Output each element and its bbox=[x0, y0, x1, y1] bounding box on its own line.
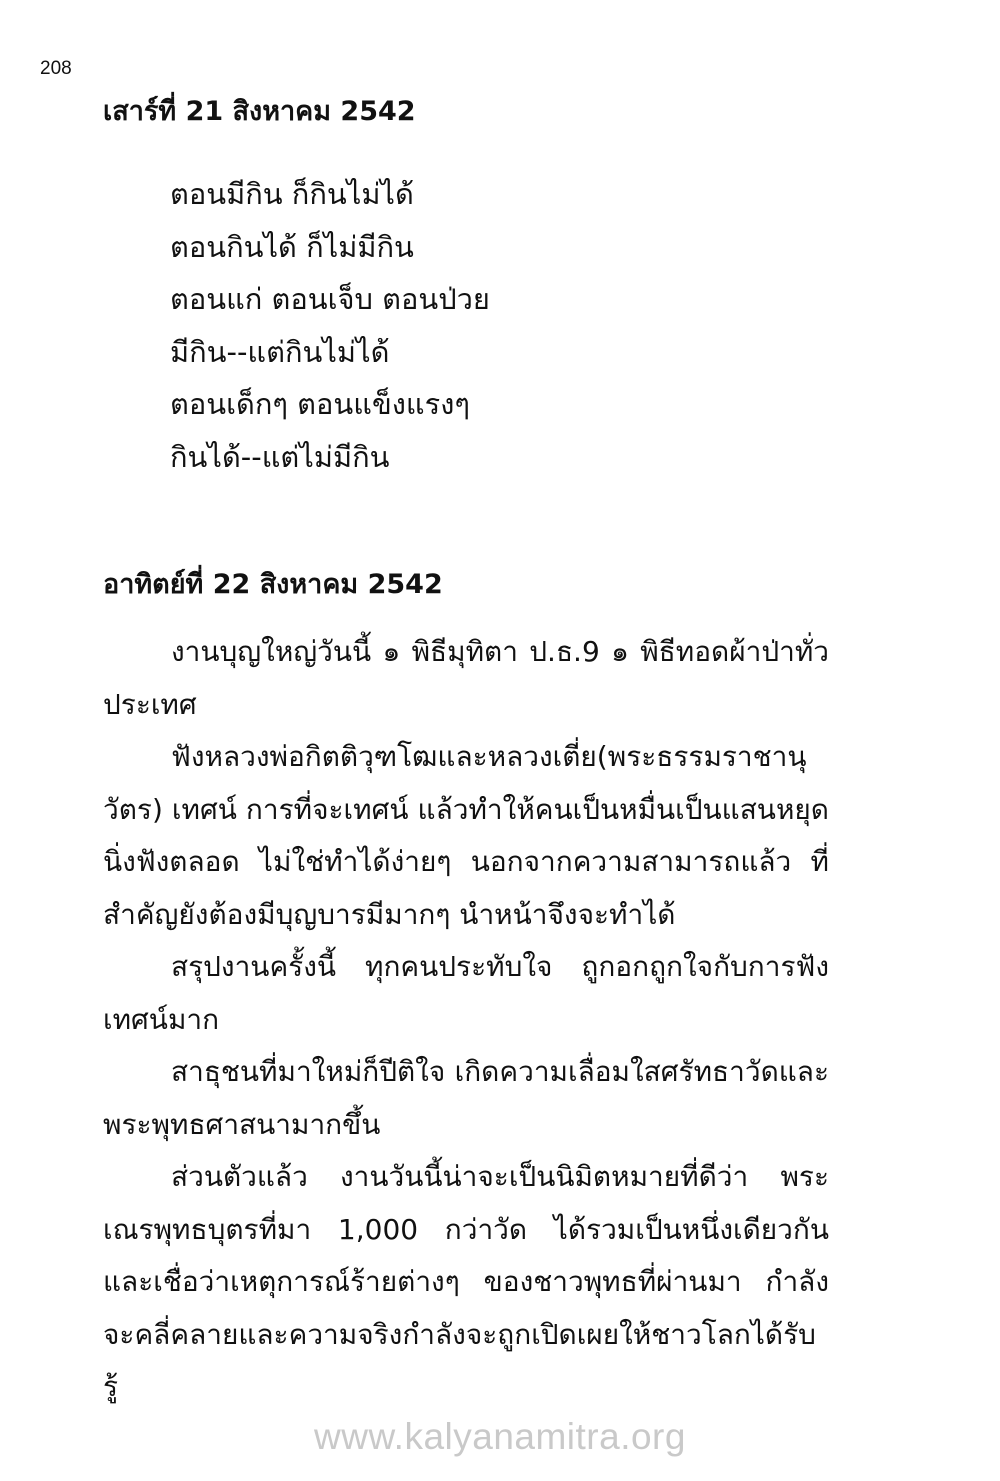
entry-body bbox=[103, 626, 829, 1414]
paragraph: ส่วนตัวแล้ว งานวันนี้น่าจะเป็นนิมิตหมายที่ดีว่า พระเณรพุทธบุตรที่มา 1,000 กว่าวัด ได้รวมเป็นหนึ่งเดียวกัน และเชื่อว่าเหตุการณ์ร้ายต่างๆ ของชาวพุทธที่ผ่านมา กำลังจะคลี่คลายและความจริงกำลังจะถูกเปิดเผยให้ชาวโลกได้รับรู้ bbox=[103, 1160, 829, 1403]
paragraph: ฟังหลวงพ่อกิตติวุฑโฒและหลวงเตี่ย(พระธรรมราชานุวัตร) เทศน์ การที่จะเทศน์ แล้วทำให้คนเป็นหมื่นเป็นแสนหยุดนิ่งฟังตลอด ไม่ใช่ทำได้ง่ายๆ นอกจากความสามารถแล้ว ที่สำคัญยังต้องมีบุญบารมีมากๆ นำหน้าจึงจะทำได้ bbox=[103, 740, 829, 931]
paragraph: สาธุชนที่มาใหม่ก็ปีติใจ เกิดความเลื่อมใสศรัทธาวัดและพระพุทธศาสนามากขึ้น bbox=[103, 1055, 829, 1141]
poem-line: มีกิน--แต่กินไม่ได้ bbox=[170, 334, 390, 369]
poem bbox=[170, 168, 490, 483]
entry-heading-saturday: เสาร์ที่ 21 สิงหาคม 2542 bbox=[103, 96, 416, 127]
poem-line: ตอนแก่ ตอนเจ็บ ตอนป่วย bbox=[170, 282, 490, 316]
poem-line: ตอนกินได้ ก็ไม่มีกิน bbox=[170, 229, 414, 264]
poem-line: กินได้--แต่ไม่มีกิน bbox=[170, 439, 390, 474]
poem-line: ตอนมีกิน ก็กินไม่ได้ bbox=[170, 177, 414, 211]
page-number: 208 bbox=[40, 58, 72, 79]
entry-heading-sunday: อาทิตย์ที่ 22 สิงหาคม 2542 bbox=[103, 569, 443, 600]
poem-line: ตอนเด็กๆ ตอนแข็งแรงๆ bbox=[170, 387, 470, 421]
website-watermark: www.kalyanamitra.org bbox=[314, 1416, 686, 1457]
paragraph: งานบุญใหญ่วันนี้ ๑ พิธีมุทิตา ป.ธ.9 ๑ พิธีทอดผ้าป่าทั่วประเทศ bbox=[103, 635, 829, 721]
paragraph: สรุปงานครั้งนี้ ทุกคนประทับใจ ถูกอกถูกใจกับการฟังเทศน์มาก bbox=[103, 950, 829, 1036]
